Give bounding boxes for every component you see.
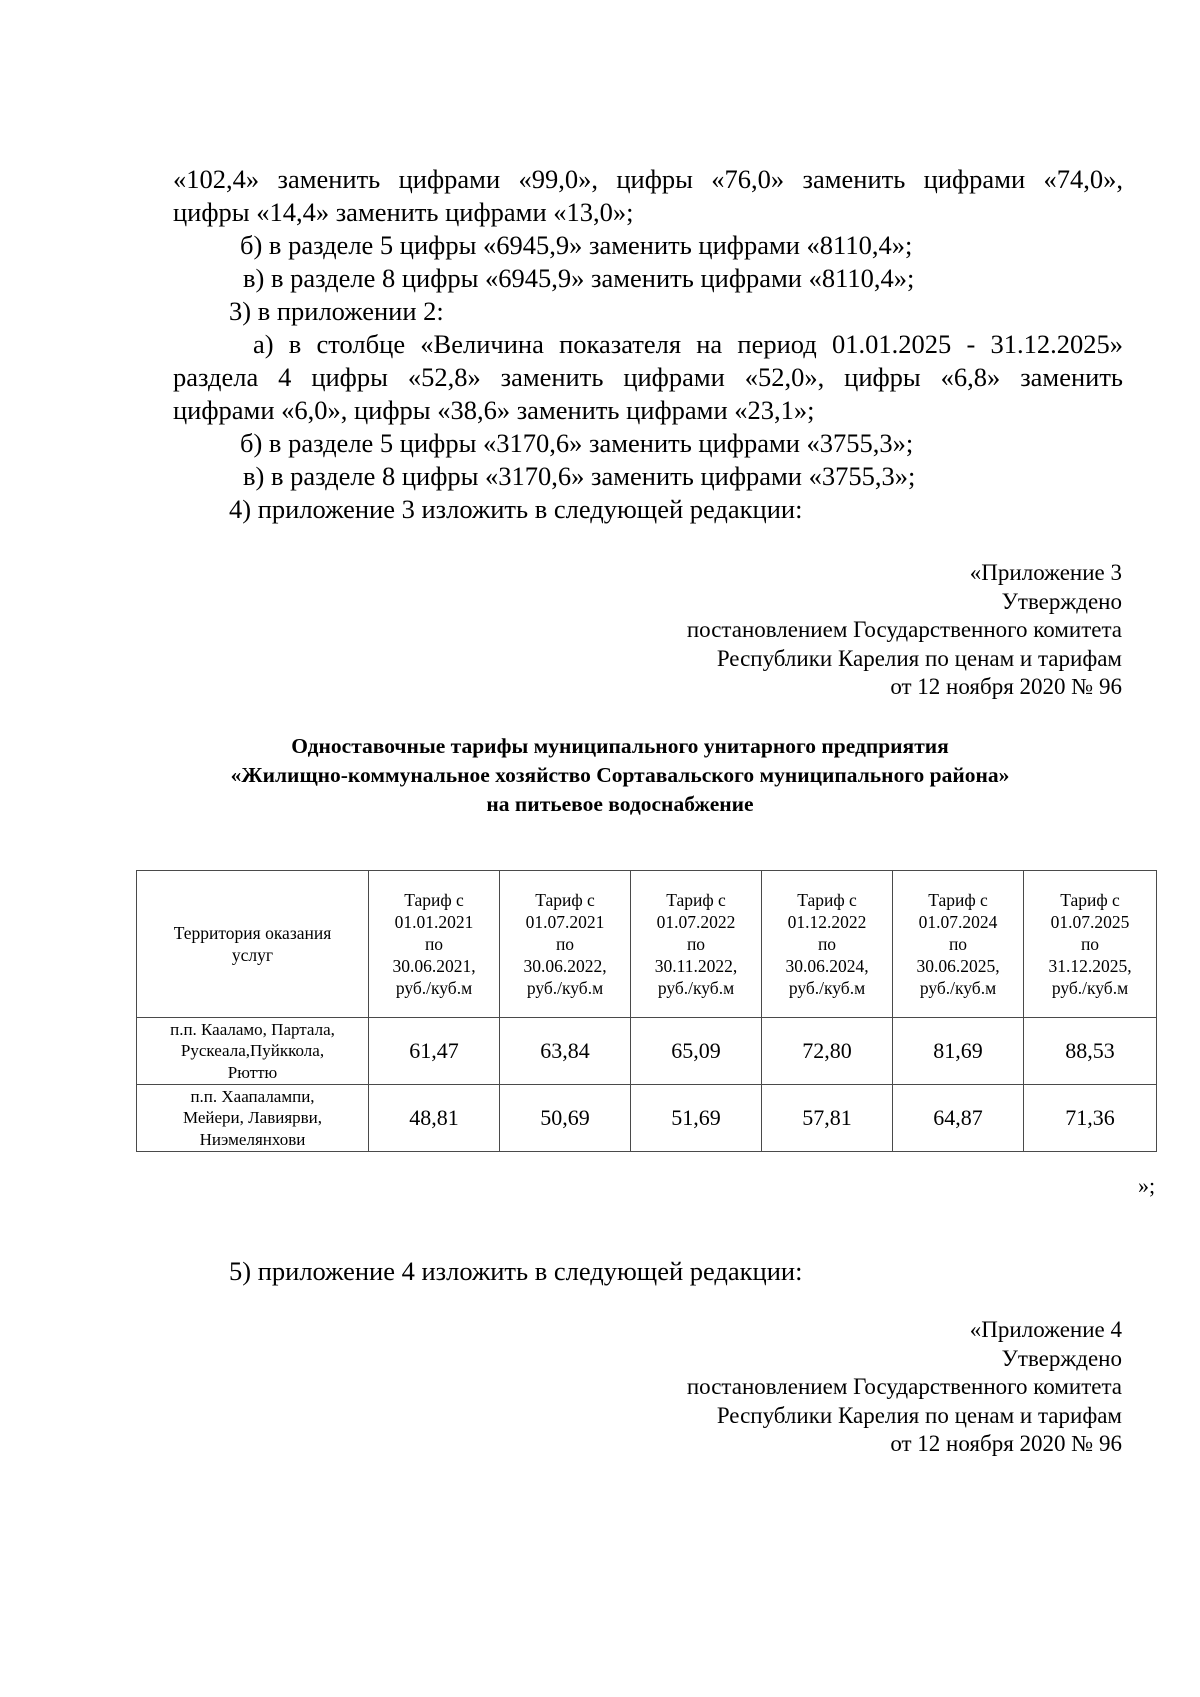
amendment-line: б) в разделе 5 цифры «6945,9» заменить цифрами «8110,4»; bbox=[240, 230, 913, 260]
amendment-line: в) в разделе 8 цифры «3170,6» заменить цифрами «3755,3»; bbox=[243, 461, 916, 491]
table-header-row bbox=[137, 871, 1157, 1018]
approved-by-line: Республики Карелия по ценам и тарифам bbox=[716, 1402, 1122, 1428]
approved-by-line: Республики Карелия по ценам и тарифам bbox=[716, 645, 1122, 671]
approval-date: от 12 ноября 2020 № 96 bbox=[890, 1431, 1122, 1457]
appendix-label: «Приложение 3 bbox=[969, 560, 1122, 585]
tariff-value-cell: 57,81 bbox=[762, 1085, 893, 1152]
tariff-value-cell: 88,53 bbox=[1024, 1018, 1157, 1085]
table-row bbox=[137, 1018, 1157, 1085]
tariff-period-header: Тариф с 01.07.2025 по 31.12.2025, руб./куб.м bbox=[1024, 871, 1157, 1018]
tariff-value-cell: 51,69 bbox=[631, 1085, 762, 1152]
title-line: «Жилищно-коммунальное хозяйство Сортавальского муниципального района» bbox=[230, 763, 1010, 787]
approved-by-line: постановлением Государственного комитета bbox=[686, 617, 1122, 643]
tariff-value-cell: 63,84 bbox=[500, 1018, 631, 1085]
appendix-4-approval-block bbox=[602, 1316, 1122, 1459]
appendix-3-approval-block bbox=[602, 559, 1122, 702]
amendment-line: цифрами «6,0», цифры «38,6» заменить цифрами «23,1»; bbox=[173, 395, 815, 425]
tariff-value-cell: 72,80 bbox=[762, 1018, 893, 1085]
closing-quote-mark: »; bbox=[1138, 1173, 1156, 1198]
amendment-line: цифры «14,4» заменить цифрами «13,0»; bbox=[173, 197, 634, 227]
tariff-value-cell: 71,36 bbox=[1024, 1085, 1157, 1152]
amendments-text bbox=[173, 163, 1123, 526]
approved-label: Утверждено bbox=[1001, 588, 1122, 614]
title-line: Одноставочные тарифы муниципального унитарного предприятия bbox=[291, 734, 949, 758]
approval-date: от 12 ноября 2020 № 96 bbox=[890, 674, 1122, 700]
appendix-label: «Приложение 4 bbox=[969, 1317, 1122, 1342]
tariff-value-cell: 50,69 bbox=[500, 1085, 631, 1152]
tariff-period-header: Тариф с 01.12.2022 по 30.06.2024, руб./куб.м bbox=[762, 871, 893, 1018]
territory-cell: п.п. Кааламо, Партала, Рускеала,Пуйккола, Рюттю bbox=[137, 1018, 369, 1085]
tariff-period-header: Тариф с 01.07.2021 по 30.06.2022, руб./куб.м bbox=[500, 871, 631, 1018]
tariff-period-header: Тариф с 01.01.2021 по 30.06.2021, руб./куб.м bbox=[369, 871, 500, 1018]
tariff-table bbox=[136, 870, 1157, 1152]
table-row bbox=[137, 1085, 1157, 1152]
tariff-value-cell: 81,69 bbox=[893, 1018, 1024, 1085]
approved-label: Утверждено bbox=[1001, 1345, 1122, 1371]
table-title bbox=[140, 732, 1100, 819]
territory-header: Территория оказания услуг bbox=[137, 871, 369, 1018]
tariff-value-cell: 61,47 bbox=[369, 1018, 500, 1085]
amendment-item-5: 5) приложение 4 изложить в следующей редакции: bbox=[229, 1256, 803, 1286]
amendment-line: а) в столбце «Величина показателя на период 01.01.2025 - 31.12.2025» bbox=[253, 329, 1123, 359]
tariff-value-cell: 48,81 bbox=[369, 1085, 500, 1152]
amendment-line: б) в разделе 5 цифры «3170,6» заменить цифрами «3755,3»; bbox=[240, 428, 914, 458]
approved-by-line: постановлением Государственного комитета bbox=[686, 1374, 1122, 1400]
title-line: на питьевое водоснабжение bbox=[486, 792, 754, 816]
territory-cell: п.п. Хаапалампи, Мейери, Лавиярви, Ниэмелянхови bbox=[137, 1085, 369, 1152]
amendment-line: «102,4» заменить цифрами «99,0», цифры «76,0» заменить цифрами «74,0», bbox=[173, 164, 1123, 194]
amendment-line: в) в разделе 8 цифры «6945,9» заменить цифрами «8110,4»; bbox=[243, 263, 915, 293]
amendment-line: 3) в приложении 2: bbox=[229, 296, 444, 326]
tariff-value-cell: 65,09 bbox=[631, 1018, 762, 1085]
amendment-line: раздела 4 цифры «52,8» заменить цифрами «52,0», цифры «6,8» заменить bbox=[173, 362, 1123, 392]
amendment-line: 4) приложение 3 изложить в следующей редакции: bbox=[229, 494, 803, 524]
tariff-period-header: Тариф с 01.07.2024 по 30.06.2025, руб./куб.м bbox=[893, 871, 1024, 1018]
tariff-value-cell: 64,87 bbox=[893, 1085, 1024, 1152]
tariff-period-header: Тариф с 01.07.2022 по 30.11.2022, руб./куб.м bbox=[631, 871, 762, 1018]
